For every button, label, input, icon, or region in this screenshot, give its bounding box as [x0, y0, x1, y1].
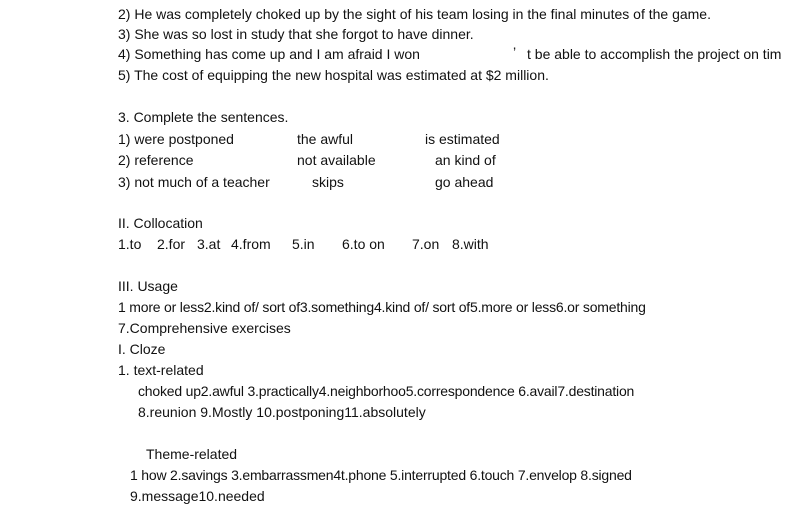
complete-row1-col3: is estimated	[425, 131, 500, 147]
collocation-item: 2.for	[157, 236, 186, 252]
cloze-heading: I. Cloze	[118, 341, 166, 357]
collocation-item: 1.to	[118, 236, 142, 252]
theme-related-answers-line2: 9.message10.needed	[130, 488, 265, 504]
complete-row2-col1: 2) reference	[118, 152, 194, 168]
collocation-item: 4.from	[231, 236, 271, 252]
collocation-item: 7.on	[412, 236, 440, 252]
sentence-2: 2) He was completely choked up by the sight of his team losing in the final minutes of the game.	[118, 6, 711, 22]
collocation-item: 8.with	[452, 236, 489, 252]
sentence-4-start: 4) Something has come up and I am afraid I won	[118, 46, 420, 62]
usage-heading: III. Usage	[118, 278, 178, 294]
complete-sentences-heading: 3. Complete the sentences.	[118, 109, 289, 125]
collocation-item: 6.to on	[342, 236, 385, 252]
collocation-heading: II. Collocation	[118, 215, 203, 231]
text-related-heading: 1. text-related	[118, 362, 204, 378]
complete-row3-col1: 3) not much of a teacher	[118, 174, 270, 190]
sentence-4-apostrophe: ’	[513, 44, 517, 60]
complete-row1-col2: the awful	[297, 131, 354, 147]
usage-answers: 1 more or less2.kind of/ sort of3.something4.kind of/ sort of5.more or less6.or something	[118, 299, 646, 315]
complete-row1-col1: 1) were postponed	[118, 131, 234, 147]
complete-row3-col2: skips	[312, 174, 344, 190]
text-related-answers-line2: 8.reunion 9.Mostly 10.postponing11.absolutely	[138, 404, 426, 420]
complete-row2-col3: an kind of	[435, 152, 496, 168]
complete-row3-col3: go ahead	[435, 174, 494, 190]
collocation-item: 5.in	[292, 236, 315, 252]
sentence-3: 3) She was so lost in study that she forgot to have dinner.	[118, 26, 474, 42]
theme-related-answers-line1: 1 how 2.savings 3.embarrassmen4t.phone 5.interrupted 6.touch 7.envelop 8.signed	[130, 467, 632, 483]
complete-row2-col2: not available	[297, 152, 376, 168]
sentence-4-end: t be able to accomplish the project on tim	[527, 46, 782, 62]
text-related-answers-line1: choked up2.awful 3.practically4.neighborhoo5.correspondence 6.avail7.destination	[138, 383, 635, 399]
collocation-item: 3.at	[197, 236, 221, 252]
comprehensive-exercises-heading: 7.Comprehensive exercises	[118, 320, 291, 336]
theme-related-heading: Theme-related	[146, 446, 238, 462]
sentence-5: 5) The cost of equipping the new hospital was estimated at $2 million.	[118, 67, 549, 83]
